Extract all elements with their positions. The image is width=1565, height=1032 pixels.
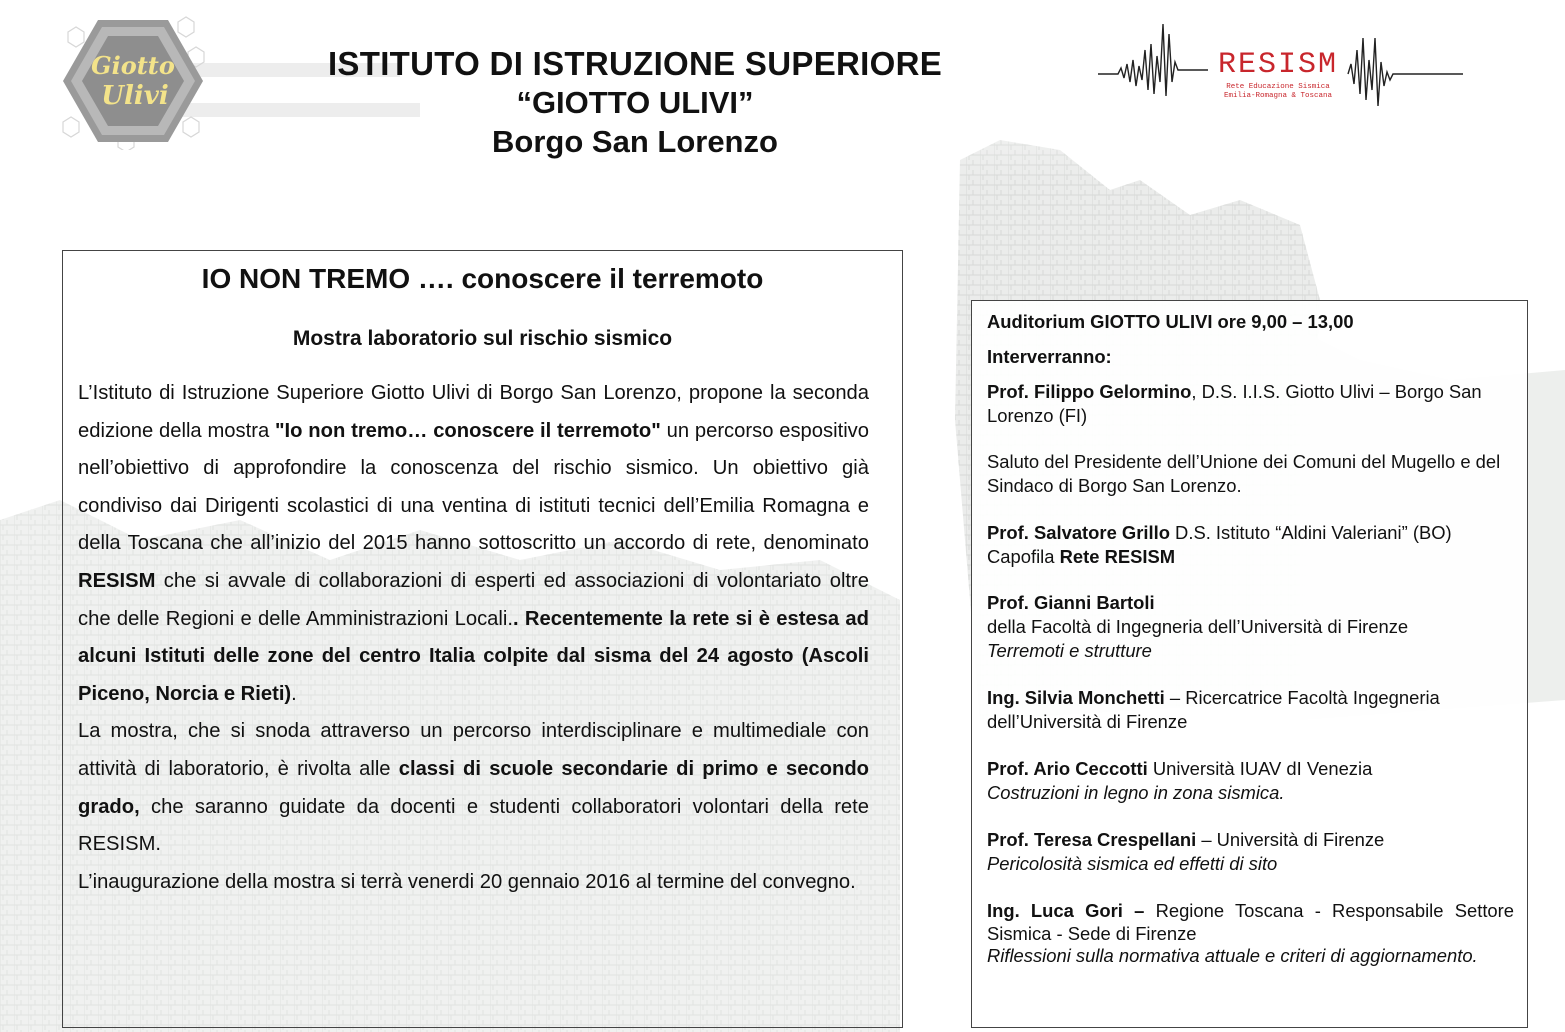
p1-text-3: che si avvale di collaborazioni di esperti ed associazioni di volontariato oltre che delle Regioni e delle Amministrazioni Locali. — [78, 569, 869, 630]
speaker-7-role: – Università di Firenze — [1196, 829, 1385, 850]
program-content — [987, 310, 1514, 968]
logo-left-line2: Ulivi — [101, 81, 169, 111]
speaker-6-topic: Costruzioni in legno in zona sismica. — [987, 782, 1285, 803]
program-venue: Auditorium GIOTTO ULIVI ore 9,00 – 13,00 — [987, 311, 1354, 332]
speaker-8-topic: Riflessioni sulla normativa attuale e criteri di aggiornamento. — [987, 945, 1478, 966]
exhibition-subtitle: Mostra laboratorio sul rischio sismico — [292, 327, 673, 350]
resism-logo-sub1: Rete Educazione Sismica — [1226, 83, 1330, 91]
speaker-1-role: , D.S. I.I.S. Giotto Ulivi – Borgo San Lorenzo (FI) — [987, 381, 1482, 426]
program-intro: Interverranno: — [987, 346, 1112, 367]
header-line-3: Borgo San Lorenzo — [492, 124, 778, 159]
p1-bold-1: "Io non tremo… conoscere il terremoto" — [274, 419, 661, 442]
speaker-5 — [987, 686, 1514, 734]
speaker-3-network: Rete RESISM — [1059, 546, 1176, 567]
exhibition-description-box — [62, 250, 903, 1028]
speaker-4 — [987, 591, 1514, 663]
speaker-6 — [987, 757, 1514, 805]
speaker-3-role: D.S. Istituto “Aldini Valeriani” (BO) Capofila — [987, 522, 1452, 567]
paragraph-3: L’inaugurazione della mostra si terrà venerdi 20 gennaio 2016 al termine del convegno. — [78, 870, 856, 893]
p1-bold-2: RESISM — [78, 569, 156, 592]
speaker-1-name: Prof. Filippo Gelormino — [987, 381, 1192, 402]
header-line-1: ISTITUTO DI ISTRUZIONE SUPERIORE — [327, 45, 943, 82]
speaker-7-name: Prof. Teresa Crespellani — [987, 829, 1197, 850]
resism-logo-sub2: Emilia-Romagna & Toscana — [1223, 92, 1333, 100]
speaker-5-name: Ing. Silvia Monchetti — [987, 687, 1165, 708]
speaker-8-name: Ing. Luca Gori — [987, 900, 1123, 921]
paragraph-2 — [78, 713, 869, 863]
paragraph-1 — [78, 375, 869, 713]
school-header — [230, 44, 1040, 162]
speaker-3-name: Prof. Salvatore Grillo — [987, 522, 1170, 543]
speaker-4-name: Prof. Gianni Bartoli — [987, 592, 1155, 613]
program-box — [971, 300, 1528, 1028]
p2-bold-1: classi di scuole secondarie di primo e secondo grado, — [78, 757, 869, 818]
p1-text-1: L’Istituto di Istruzione Superiore Giotto Ulivi di Borgo San Lorenzo, propone la seconda edizione della mostra — [78, 382, 869, 442]
greeting: Saluto del Presidente dell’Unione dei Comuni del Mugello e del Sindaco di Borgo San Lorenzo. — [987, 451, 1501, 496]
resism-logo — [1098, 10, 1463, 135]
speaker-8 — [987, 900, 1514, 968]
speaker-8-role: Regione Toscana - Responsabile Settore Sismica - Sede di Firenze — [987, 900, 1515, 944]
speaker-3 — [987, 521, 1514, 569]
speaker-6-name: Prof. Ario Ceccotti — [987, 758, 1148, 779]
exhibition-body — [78, 375, 869, 901]
p1-bold-3: . Recentemente la rete si è estesa ad alcuni Istituti delle zone del centro Italia colpite dal sisma del 24 agosto (Ascoli Piceno, Norcia e Rieti) — [78, 607, 869, 705]
p1-text-2: un percorso espositivo nell’obiettivo di approfondire la conoscenza del rischio sismico. Un obiettivo già condiviso dai Dirigenti scolastici di una ventina di istituti tecnici dell’Emilia Romagna e della Toscana che all’inizio del 2015 hanno sottoscritto un accordo di rete, denominato — [78, 419, 870, 555]
header-line-2: “GIOTTO ULIVI” — [516, 85, 754, 120]
giotto-ulivi-logo — [58, 12, 208, 150]
resism-logo-name: RESISM — [1217, 48, 1339, 82]
p1-text-4: . — [291, 682, 297, 705]
p2-text-1: La mostra, che si snoda attraverso un percorso interdisciplinare e multimediale con attività di laboratorio, è rivolta alle — [78, 720, 869, 780]
p2-text-2: che saranno guidate da docenti e studenti collaboratori volontari della rete RESISM. — [78, 795, 869, 856]
speaker-7 — [987, 828, 1514, 876]
speaker-4-topic: Terremoti e strutture — [987, 640, 1152, 661]
speaker-6-role: Università IUAV dI Venezia — [1147, 758, 1373, 779]
speaker-5-role: – Ricercatrice Facoltà Ingegneria dell’Università di Firenze — [987, 687, 1440, 732]
speaker-7-topic: Pericolosità sismica ed effetti di sito — [987, 853, 1278, 874]
speaker-8-dash: – — [1122, 900, 1145, 921]
speaker-4-role: della Facoltà di Ingegneria dell’Università di Firenze — [987, 616, 1409, 637]
speaker-1 — [987, 380, 1514, 428]
exhibition-title: IO NON TREMO …. conoscere il terremoto — [201, 263, 764, 294]
logo-left-line1: Giotto — [91, 51, 175, 80]
